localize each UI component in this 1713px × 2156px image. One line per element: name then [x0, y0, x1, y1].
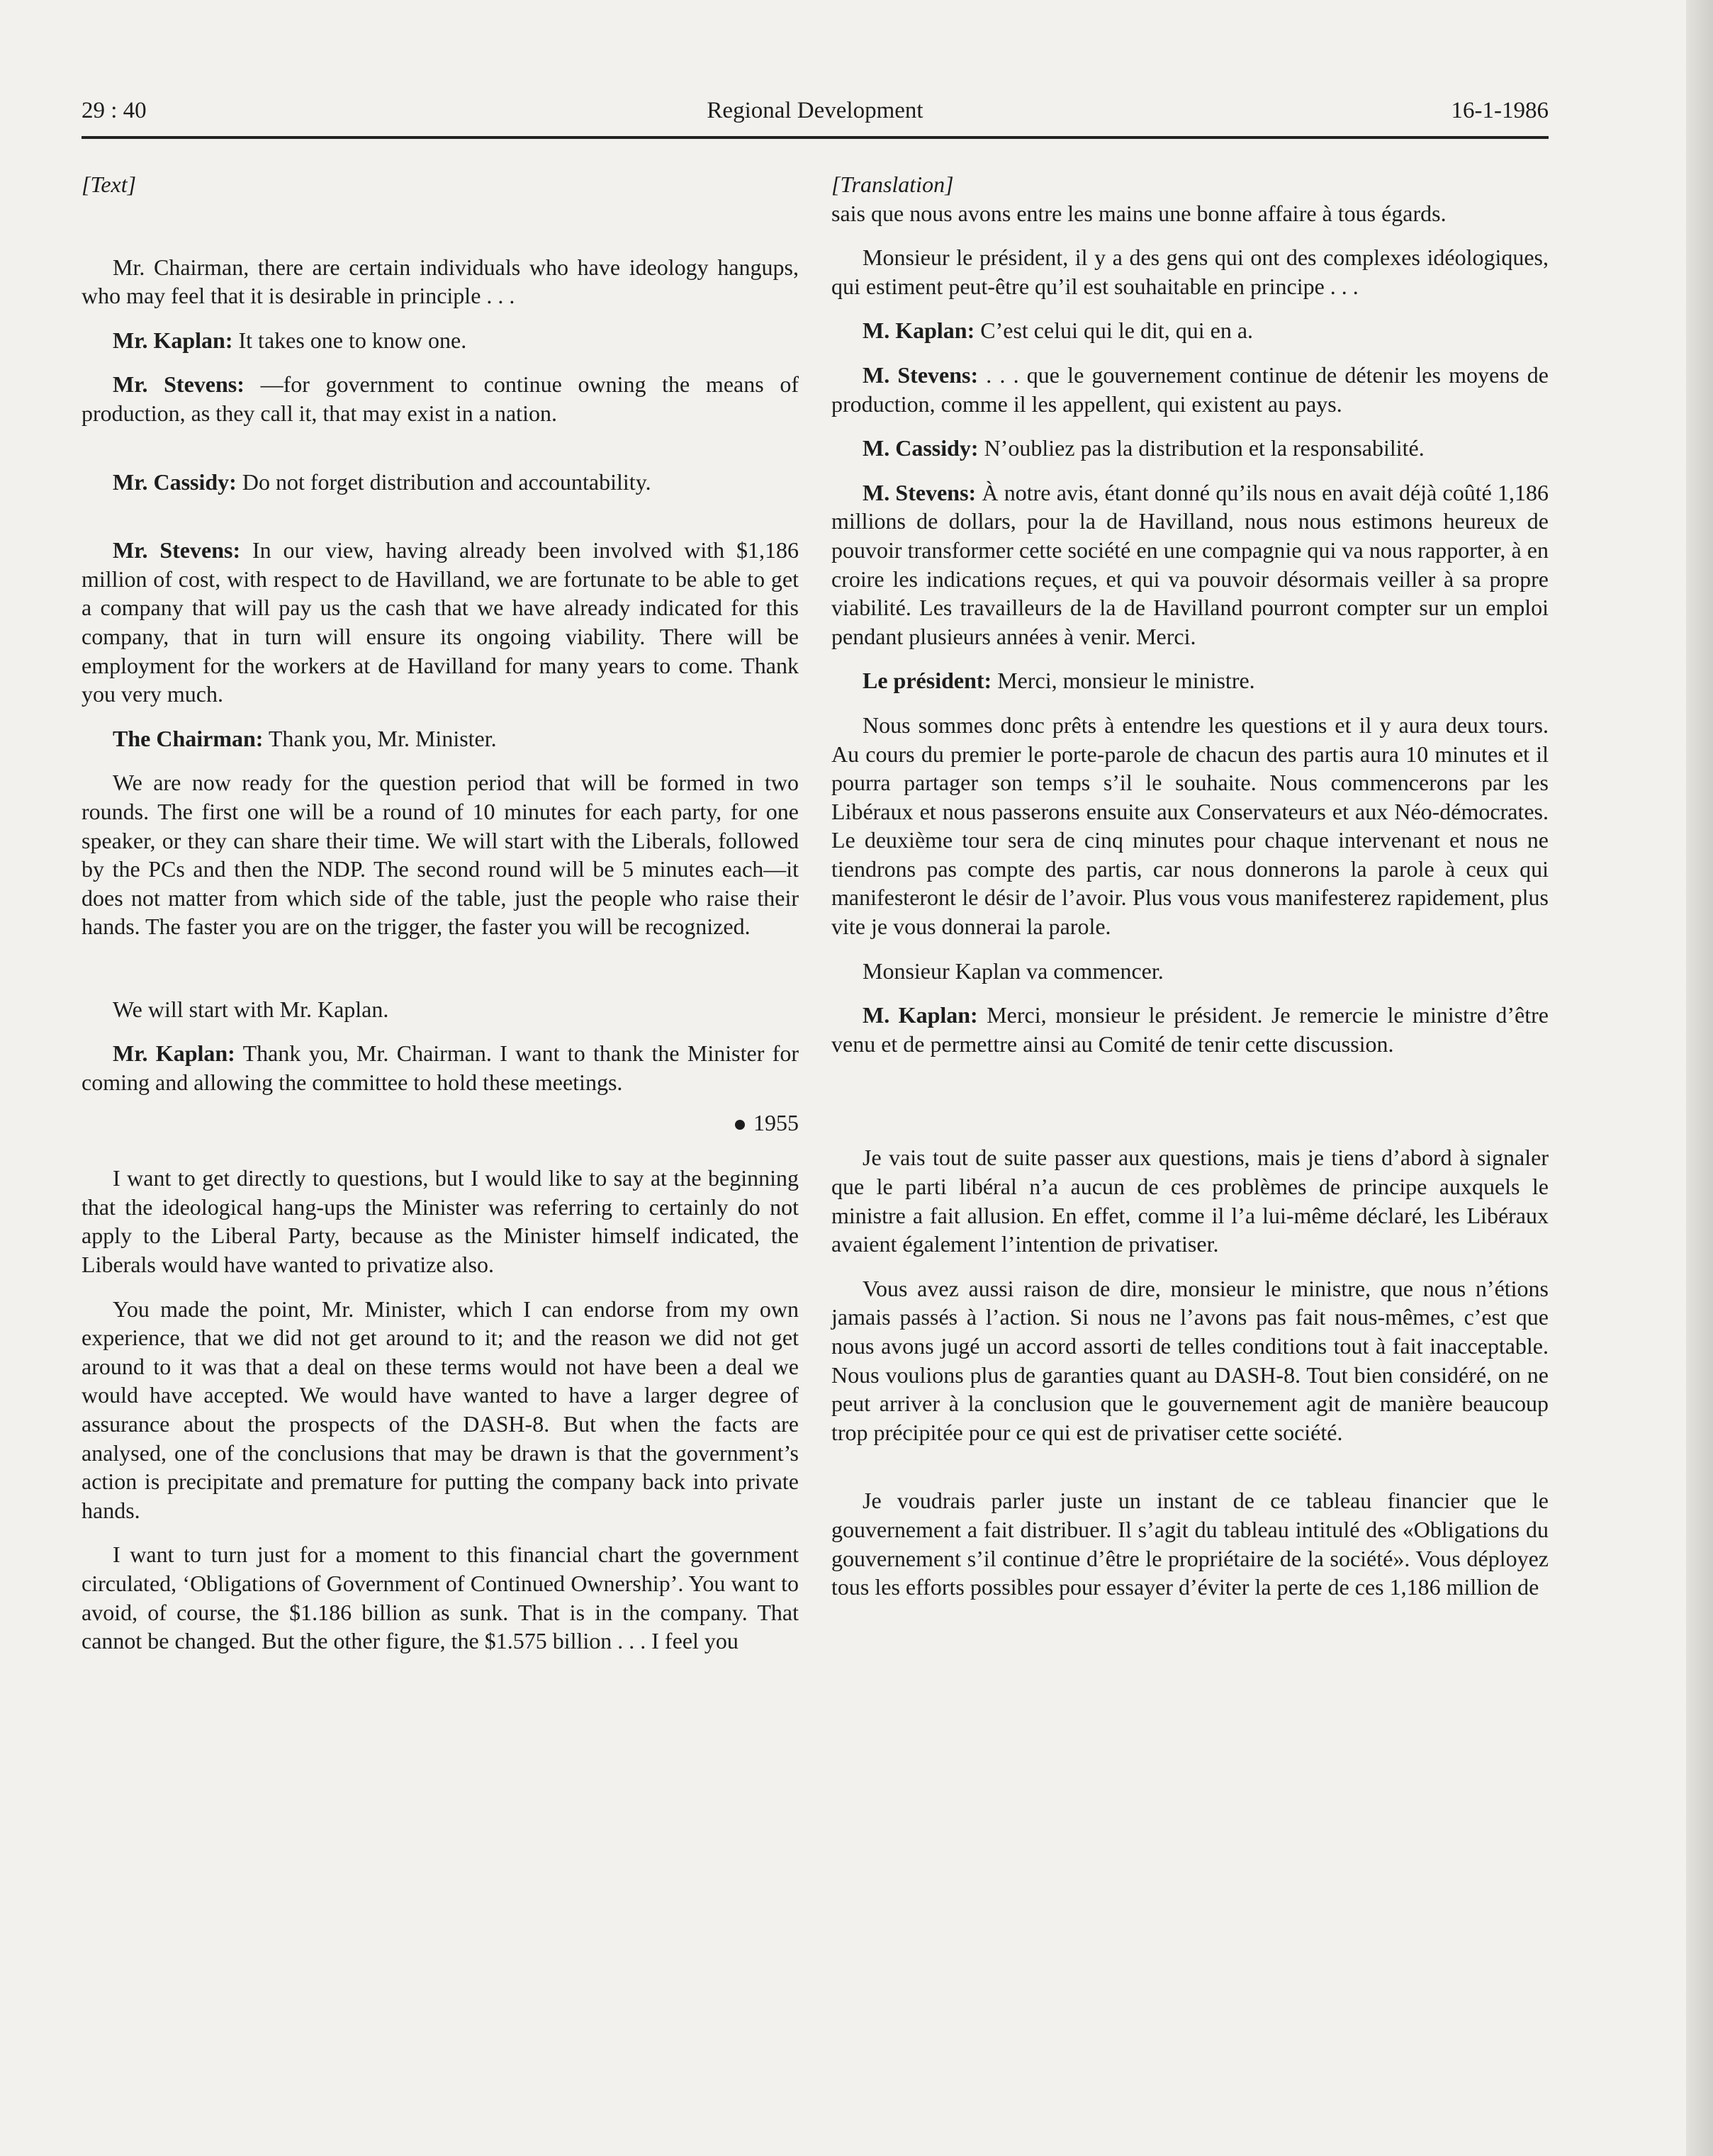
paragraph — [82, 326, 799, 355]
speaker: M. Cassidy: — [863, 435, 979, 461]
speaker: Mr. Cassidy: — [113, 468, 237, 495]
paragraph — [831, 478, 1549, 651]
speaker: M. Stevens: — [863, 361, 979, 388]
paragraph-text: We will start with Mr. Kaplan. — [113, 996, 389, 1022]
paragraph — [82, 536, 799, 709]
paragraph — [82, 370, 799, 427]
column-label-text: Translation — [840, 172, 945, 197]
column-label: [Text] — [82, 172, 137, 197]
paragraph-text: C’est celui qui le dit, qui en a. — [975, 318, 1254, 344]
speaker: Mr. Kaplan: — [113, 327, 233, 353]
paragraph-text: Mr. Chairman, there are certain individuals who have ideology hangups, who may feel that it is desirable in principle . . . — [82, 254, 799, 309]
speaker: The Chairman: — [113, 725, 264, 751]
paragraph-text: Thank you, Mr. Minister. — [263, 725, 497, 751]
paragraph — [82, 724, 799, 753]
running-title: Regional Development — [707, 98, 923, 123]
paragraph-text: Nous sommes donc prêts à entendre les questions et il y aura deux tours. Au cours du premier le porte-parole de chacun des partis aura 10 minutes et il pourra partager son temps s’il le souhaite. Nous commencerons par les Libéraux et nous passerons ensuite aux Conservateurs et aux Néo-démocrates. Le deuxième tour sera de cinq minutes pour chaque intervenant et nous ne tiendrons pas compte des partis, car nous donnerons la parole à ceux qui manifesteront le désir de l’avoir. Plus vous vous manifesterez rapidement, plus vite je vous donnerai la parole. — [831, 712, 1549, 940]
paragraph-text: Thank you, Mr. Chairman. I want to thank the Minister for coming and allowing the committee to hold these meetings. — [82, 1040, 799, 1096]
paragraph-text: N’oubliez pas la distribution et la responsabilité. — [978, 435, 1425, 461]
page-number: 29 : 40 — [82, 98, 147, 123]
column-label: [Translation] — [831, 172, 954, 197]
paragraph-text: À notre avis, étant donné qu’ils nous en avait déjà coûté 1,186 millions de dollars, pour la de Havilland, nous nous estimons heureux de pouvoir transformer cette société en une compagnie qui va nous rapporter, à en croire les indications reçues, et qui va pouvoir désormais veiller à sa propre viabilité. Les travailleurs de la de Havilland pourront compter sur un emploi pendant plusieurs années à venir. Merci. — [831, 479, 1549, 649]
running-header — [82, 98, 1549, 133]
paragraph-text: It takes one to know one. — [232, 327, 467, 353]
paragraph-text: Je vais tout de suite passer aux questions, mais je tiens d’abord à signaler que le parti libéral n’a aucun de ces problèmes de principe auxquels le ministre a fait allusion. En effet, comme il l’a lui-même déclaré, les Libéraux avaient également l’intention de privatiser. — [831, 1145, 1549, 1257]
paragraph — [831, 243, 1549, 301]
english-column — [82, 170, 799, 1656]
paragraph-text: You made the point, Mr. Minister, which I can endorse from my own experience, that we did not get around to it; and the reason we did not get around to it was that a deal on these terms would not have been a deal we would have accepted. We would have wanted to have a larger degree of assurance about the prospects of the DASH-8. But when the facts are analysed, one of the conclusions that may be drawn is that the government’s action is precipitate and premature for putting the company back into private hands. — [82, 1296, 799, 1523]
paragraph — [831, 434, 1549, 463]
paragraph-text: Do not forget distribution and accountability. — [236, 468, 651, 495]
header-date: 16-1-1986 — [1451, 98, 1549, 123]
paragraph-text: Monsieur le président, il y a des gens qui ont des complexes idéologiques, qui estiment peut-être qu’il est souhaitable en principe . . . — [831, 245, 1549, 299]
paragraph — [831, 711, 1549, 941]
paragraph-text: sais que nous avons entre les mains une bonne affaire à tous égards. — [831, 200, 1447, 226]
paragraph-text: Merci, monsieur le ministre. — [992, 668, 1255, 694]
column-label-text: Text — [90, 172, 128, 197]
french-column — [831, 170, 1549, 1602]
speaker: M. Stevens: — [863, 479, 977, 505]
paragraph — [82, 253, 799, 310]
time-marker-text: 1955 — [753, 1109, 799, 1135]
paragraph — [82, 768, 799, 941]
paragraph-text: I want to turn just for a moment to this financial chart the government circulated, ‘Obligations of Government of Continued Ownership’. You want to avoid, of course, the $1.186 billion as sunk. That is in the company. That cannot be changed. But the other figure, the $1.575 billion . . . I feel you — [82, 1542, 799, 1654]
speaker: Mr. Kaplan: — [113, 1040, 235, 1067]
paragraph-text: Merci, monsieur le président. Je remercie le ministre d’être venu et de permettre ainsi au Comité de tenir cette discussion. — [831, 1002, 1549, 1057]
time-marker — [82, 1108, 799, 1138]
speaker: Le président: — [863, 668, 992, 694]
paragraph — [82, 995, 799, 1024]
paragraph — [82, 1540, 799, 1655]
paragraph — [831, 1274, 1549, 1447]
paragraph-text: We are now ready for the question period that will be formed in two rounds. The first one will be a round of 10 minutes for each party, for one speaker, or they can share their time. We will start with the Liberals, followed by the PCs and then the NDP. The second round will be 5 minutes each—it does not matter from which side of the table, just the people who raise their hands. The faster you are on the trigger, the faster you will be recognized. — [82, 770, 799, 940]
paragraph — [82, 1164, 799, 1279]
paragraph — [831, 957, 1549, 986]
paragraph-text: In our view, having already been involved with $1,186 million of cost, with respect to de Havilland, we are fortunate to be able to get a company that will pay us the cash that we have already indicated for this company, that in turn will ensure its ongoing viability. There will be employment for the workers at de Havilland for many years to come. Thank you very much. — [82, 537, 799, 707]
paragraph — [831, 199, 1549, 228]
paragraph — [831, 1143, 1549, 1258]
paragraph — [831, 361, 1549, 418]
speaker: Mr. Stevens: — [113, 371, 245, 398]
paragraph — [82, 1039, 799, 1096]
paragraph — [831, 666, 1549, 695]
paragraph-text: Vous avez aussi raison de dire, monsieur le ministre, que nous n’étions jamais passés à l’action. Si nous ne l’avons pas fait nous-mêmes, c’est que nous avons jugé un accord assorti de telles conditions tout à fait inacceptable. Nous voulions plus de garanties quant au DASH-8. Tout bien considéré, on ne peut arriver à la conclusion que le gouvernement agit de manière beaucoup trop précipitée pour ce qui est de privatiser cette société. — [831, 1275, 1549, 1445]
paragraph — [831, 1001, 1549, 1058]
speaker: M. Kaplan: — [863, 318, 975, 344]
paragraph-text: Monsieur Kaplan va commencer. — [863, 958, 1164, 984]
paragraph-text: —for government to continue owning the means of production, as they call it, that may exist in a nation. — [82, 371, 799, 426]
paragraph — [82, 468, 799, 497]
header-rule — [82, 136, 1549, 139]
paragraph — [831, 316, 1549, 345]
paragraph — [82, 1295, 799, 1525]
page-edge — [1686, 0, 1713, 2156]
bullet-icon — [735, 1120, 745, 1130]
paragraph — [831, 1486, 1549, 1601]
paragraph-text: Je voudrais parler juste un instant de ce tableau financier que le gouvernement a fait distribuer. Il s’agit du tableau intitulé des «Obligations du gouvernement s’il continue d’être le propriétaire de la société». Vous déployez tous les efforts possibles pour essayer d’éviter la perte de ces 1,186 million de — [831, 1488, 1549, 1600]
paragraph-text: . . . que le gouvernement continue de détenir les moyens de production, comme il les appellent, qui existent au pays. — [831, 361, 1549, 417]
speaker: Mr. Stevens: — [113, 537, 241, 563]
speaker: M. Kaplan: — [863, 1002, 978, 1028]
paragraph-text: I want to get directly to questions, but I would like to say at the beginning that the ideological hang-ups the Minister was referring to certainly do not apply to the Liberal Party, because as the Minister himself indicated, the Liberals would have wanted to privatize also. — [82, 1165, 799, 1278]
